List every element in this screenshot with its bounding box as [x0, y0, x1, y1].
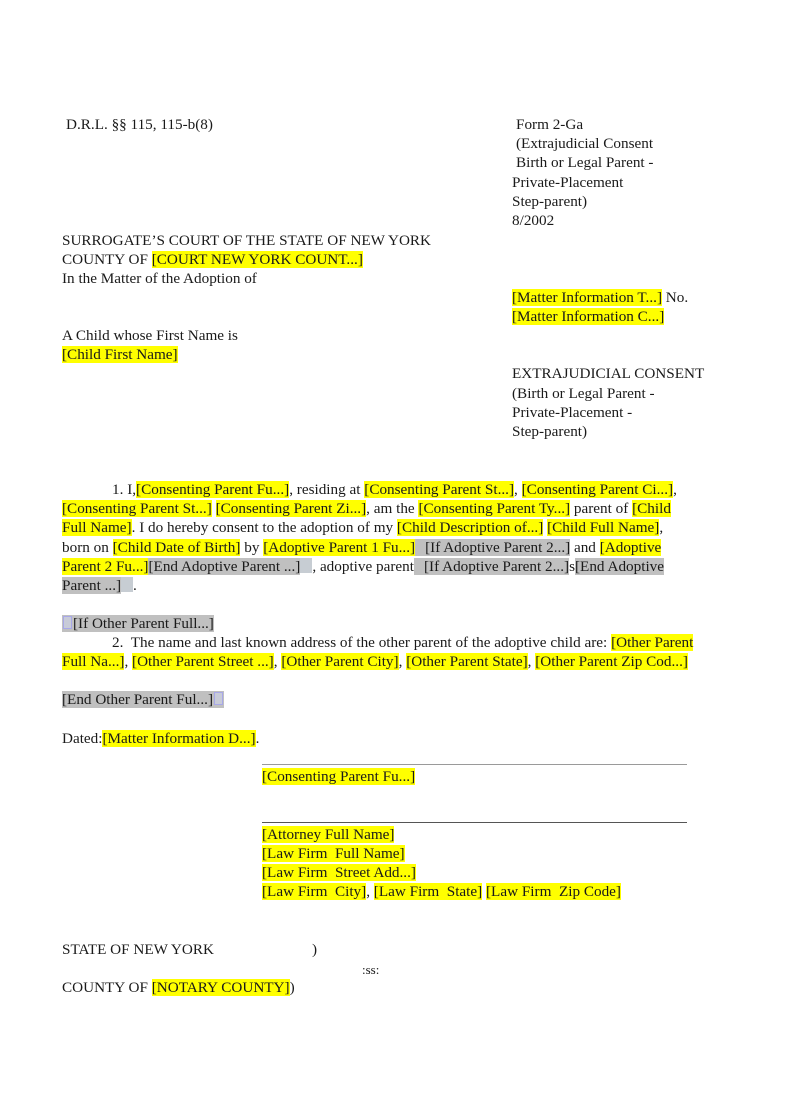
dated-line	[62, 729, 259, 748]
dated-label: Dated:	[62, 730, 103, 747]
child-date-of-birth-field[interactable]: [Child Date of Birth]	[112, 538, 241, 556]
text: ,	[673, 481, 677, 498]
number-label: No.	[662, 289, 689, 306]
consent-paragraph	[62, 480, 762, 595]
text: and	[570, 538, 600, 556]
document-subtitle-line: Step-parent)	[512, 423, 588, 440]
adoptive-parent-1-field[interactable]: [Adoptive Parent 1 Fu...]	[263, 538, 416, 556]
paragraph-line	[62, 480, 762, 499]
consenting-parent-street-field[interactable]: [Consenting Parent St...]	[364, 481, 515, 498]
child-intro: A Child whose First Name is	[62, 327, 238, 344]
field-marker-icon	[121, 577, 133, 592]
end-adoptive-condition-b[interactable]: [End Adoptive	[575, 557, 665, 575]
form-description-line: (Extrajudicial Consent	[516, 135, 654, 152]
paragraph-line	[62, 633, 762, 652]
text: , am the	[366, 500, 419, 518]
paragraph-line	[62, 538, 762, 557]
matter-case-field[interactable]: [Matter Information C...]	[512, 308, 665, 325]
venue-paren: )	[312, 941, 318, 958]
other-parent-state-field[interactable]: [Other Parent State]	[406, 653, 528, 671]
text: ,	[514, 481, 522, 498]
text: ,	[273, 653, 282, 671]
form-number: Form 2-Ga	[516, 116, 584, 133]
consenting-parent-type-field[interactable]: [Consenting Parent Ty...]	[418, 500, 571, 518]
paragraph-number: 2.	[112, 634, 124, 652]
county-prefix: COUNTY OF	[62, 979, 152, 996]
text: , adoptive parent	[312, 557, 414, 575]
document-subtitle-line: (Birth or Legal Parent -	[512, 385, 655, 402]
matter-date-field[interactable]: [Matter Information D...]	[102, 730, 256, 747]
text: born on	[62, 538, 113, 556]
attorney-name-line	[262, 825, 394, 844]
other-parent-zip-field[interactable]: [Other Parent Zip Cod...]	[535, 653, 688, 671]
venue-ss: :ss:	[362, 962, 380, 977]
end-adoptive-parent-condition[interactable]: [End Adoptive Parent ...]	[148, 557, 301, 575]
text: ,	[527, 653, 536, 671]
matter-case-line	[512, 307, 664, 326]
text: The name and last known address of the other parent of the adoptive child are:	[123, 634, 612, 652]
text: . I do hereby consent to the adoption of my	[131, 519, 397, 537]
text: s	[569, 557, 575, 575]
condition-label: [End Other Parent Ful...]	[62, 691, 213, 708]
form-description-line: Private-Placement	[512, 174, 624, 191]
matter-number-line	[512, 288, 688, 307]
paragraph-line	[62, 518, 762, 537]
other-parent-section	[62, 614, 762, 672]
notary-county-field[interactable]: [NOTARY COUNTY]	[151, 979, 290, 996]
child-full-name-field[interactable]: [Child	[632, 500, 671, 518]
law-firm-zip-field[interactable]: [Law Firm Zip Code]	[486, 883, 621, 900]
text: parent of	[570, 500, 633, 518]
document-subtitle-line: Private-Placement -	[512, 404, 633, 421]
field-marker-icon	[300, 558, 312, 573]
condition-label: [If Other Parent Full...]	[73, 615, 214, 632]
parent-signature-line	[262, 764, 687, 765]
if-other-parent-condition[interactable]	[62, 615, 214, 632]
adoptive-parent-2-field-cont[interactable]: Parent 2 Fu...]	[62, 557, 149, 575]
venue-state: STATE OF NEW YORK	[62, 941, 214, 958]
paragraph-number: 1. I,	[112, 481, 137, 498]
text: ,	[366, 883, 374, 900]
paragraph-line	[62, 499, 762, 518]
paragraph-line	[62, 652, 762, 671]
form-description-line: Step-parent)	[512, 193, 588, 210]
consenting-parent-signature-field[interactable]: [Consenting Parent Fu...]	[262, 768, 416, 785]
child-full-name-field-cont[interactable]: Full Name]	[62, 519, 132, 537]
text: by	[240, 538, 264, 556]
child-first-name-field[interactable]: [Child First Name]	[62, 346, 178, 363]
law-firm-city-field[interactable]: [Law Firm City]	[262, 883, 367, 900]
paragraph-line	[62, 614, 762, 633]
form-description-line: Birth or Legal Parent -	[516, 154, 654, 171]
end-other-parent-line	[62, 690, 224, 709]
attorney-full-name-field[interactable]: [Attorney Full Name]	[262, 826, 395, 843]
document-title: EXTRAJUDICIAL CONSENT	[512, 365, 705, 382]
court-name: SURROGATE’S COURT OF THE STATE OF NEW YORK	[62, 232, 432, 249]
law-firm-name-field[interactable]: [Law Firm Full Name]	[262, 845, 405, 862]
court-county-field[interactable]: [COURT NEW YORK COUNT...]	[151, 251, 363, 268]
other-parent-full-name-field-cont[interactable]: Full Na...]	[62, 653, 125, 671]
law-firm-state-field[interactable]: [Law Firm State]	[373, 883, 483, 900]
child-description-field[interactable]: [Child Description of...]	[396, 519, 544, 537]
matter-type-field[interactable]: [Matter Information T...]	[512, 289, 662, 306]
venue-county-line	[62, 978, 295, 997]
form-date: 8/2002	[512, 212, 555, 229]
text: .	[255, 730, 260, 747]
text: ,	[398, 653, 407, 671]
parent-signature-name	[262, 767, 415, 786]
paragraph-line	[62, 557, 762, 576]
consenting-parent-full-name-field[interactable]: [Consenting Parent Fu...]	[136, 481, 290, 498]
text: , residing at	[289, 481, 365, 498]
text: .	[133, 576, 137, 594]
county-prefix: COUNTY OF	[62, 251, 152, 268]
statute-reference: D.R.L. §§ 115, 115-b(8)	[66, 116, 213, 133]
text	[212, 500, 216, 517]
if-adoptive-parent-2-condition-b[interactable]: [If Adoptive Parent 2...]	[414, 558, 569, 575]
law-firm-street-field[interactable]: [Law Firm Street Add...]	[262, 864, 416, 881]
consenting-parent-city-field[interactable]: [Consenting Parent Ci...]	[521, 481, 674, 498]
text: ,	[124, 653, 133, 671]
court-county-line	[62, 250, 363, 269]
firm-street-line	[262, 863, 416, 882]
text: ,	[659, 519, 664, 537]
consenting-parent-state-field[interactable]: [Consenting Parent St...]	[62, 500, 212, 518]
other-parent-street-field[interactable]: [Other Parent Street ...]	[132, 653, 274, 671]
other-parent-city-field[interactable]: [Other Parent City]	[281, 653, 399, 671]
firm-name-line	[262, 844, 405, 863]
child-full-name-field-2[interactable]: [Child Full Name]	[547, 519, 660, 537]
adoptive-parent-2-field[interactable]: [Adoptive	[599, 538, 662, 556]
firm-city-line	[262, 882, 621, 901]
bookmark-marker-icon	[214, 692, 223, 705]
venue-paren: )	[289, 979, 295, 996]
attorney-signature-line	[262, 822, 687, 823]
end-other-parent-condition[interactable]	[62, 691, 224, 708]
paragraph-line	[62, 576, 762, 595]
end-adoptive-condition-b-cont[interactable]: Parent ...]	[62, 576, 122, 594]
if-adoptive-parent-2-condition[interactable]: [If Adoptive Parent 2...]	[415, 539, 570, 556]
matter-heading: In the Matter of the Adoption of	[62, 270, 257, 287]
bookmark-marker-icon	[63, 616, 72, 629]
consenting-parent-zip-field[interactable]: [Consenting Parent Zi...]	[215, 500, 367, 518]
other-parent-full-name-field[interactable]: [Other Parent	[611, 634, 694, 652]
child-first-name-line	[62, 345, 178, 364]
